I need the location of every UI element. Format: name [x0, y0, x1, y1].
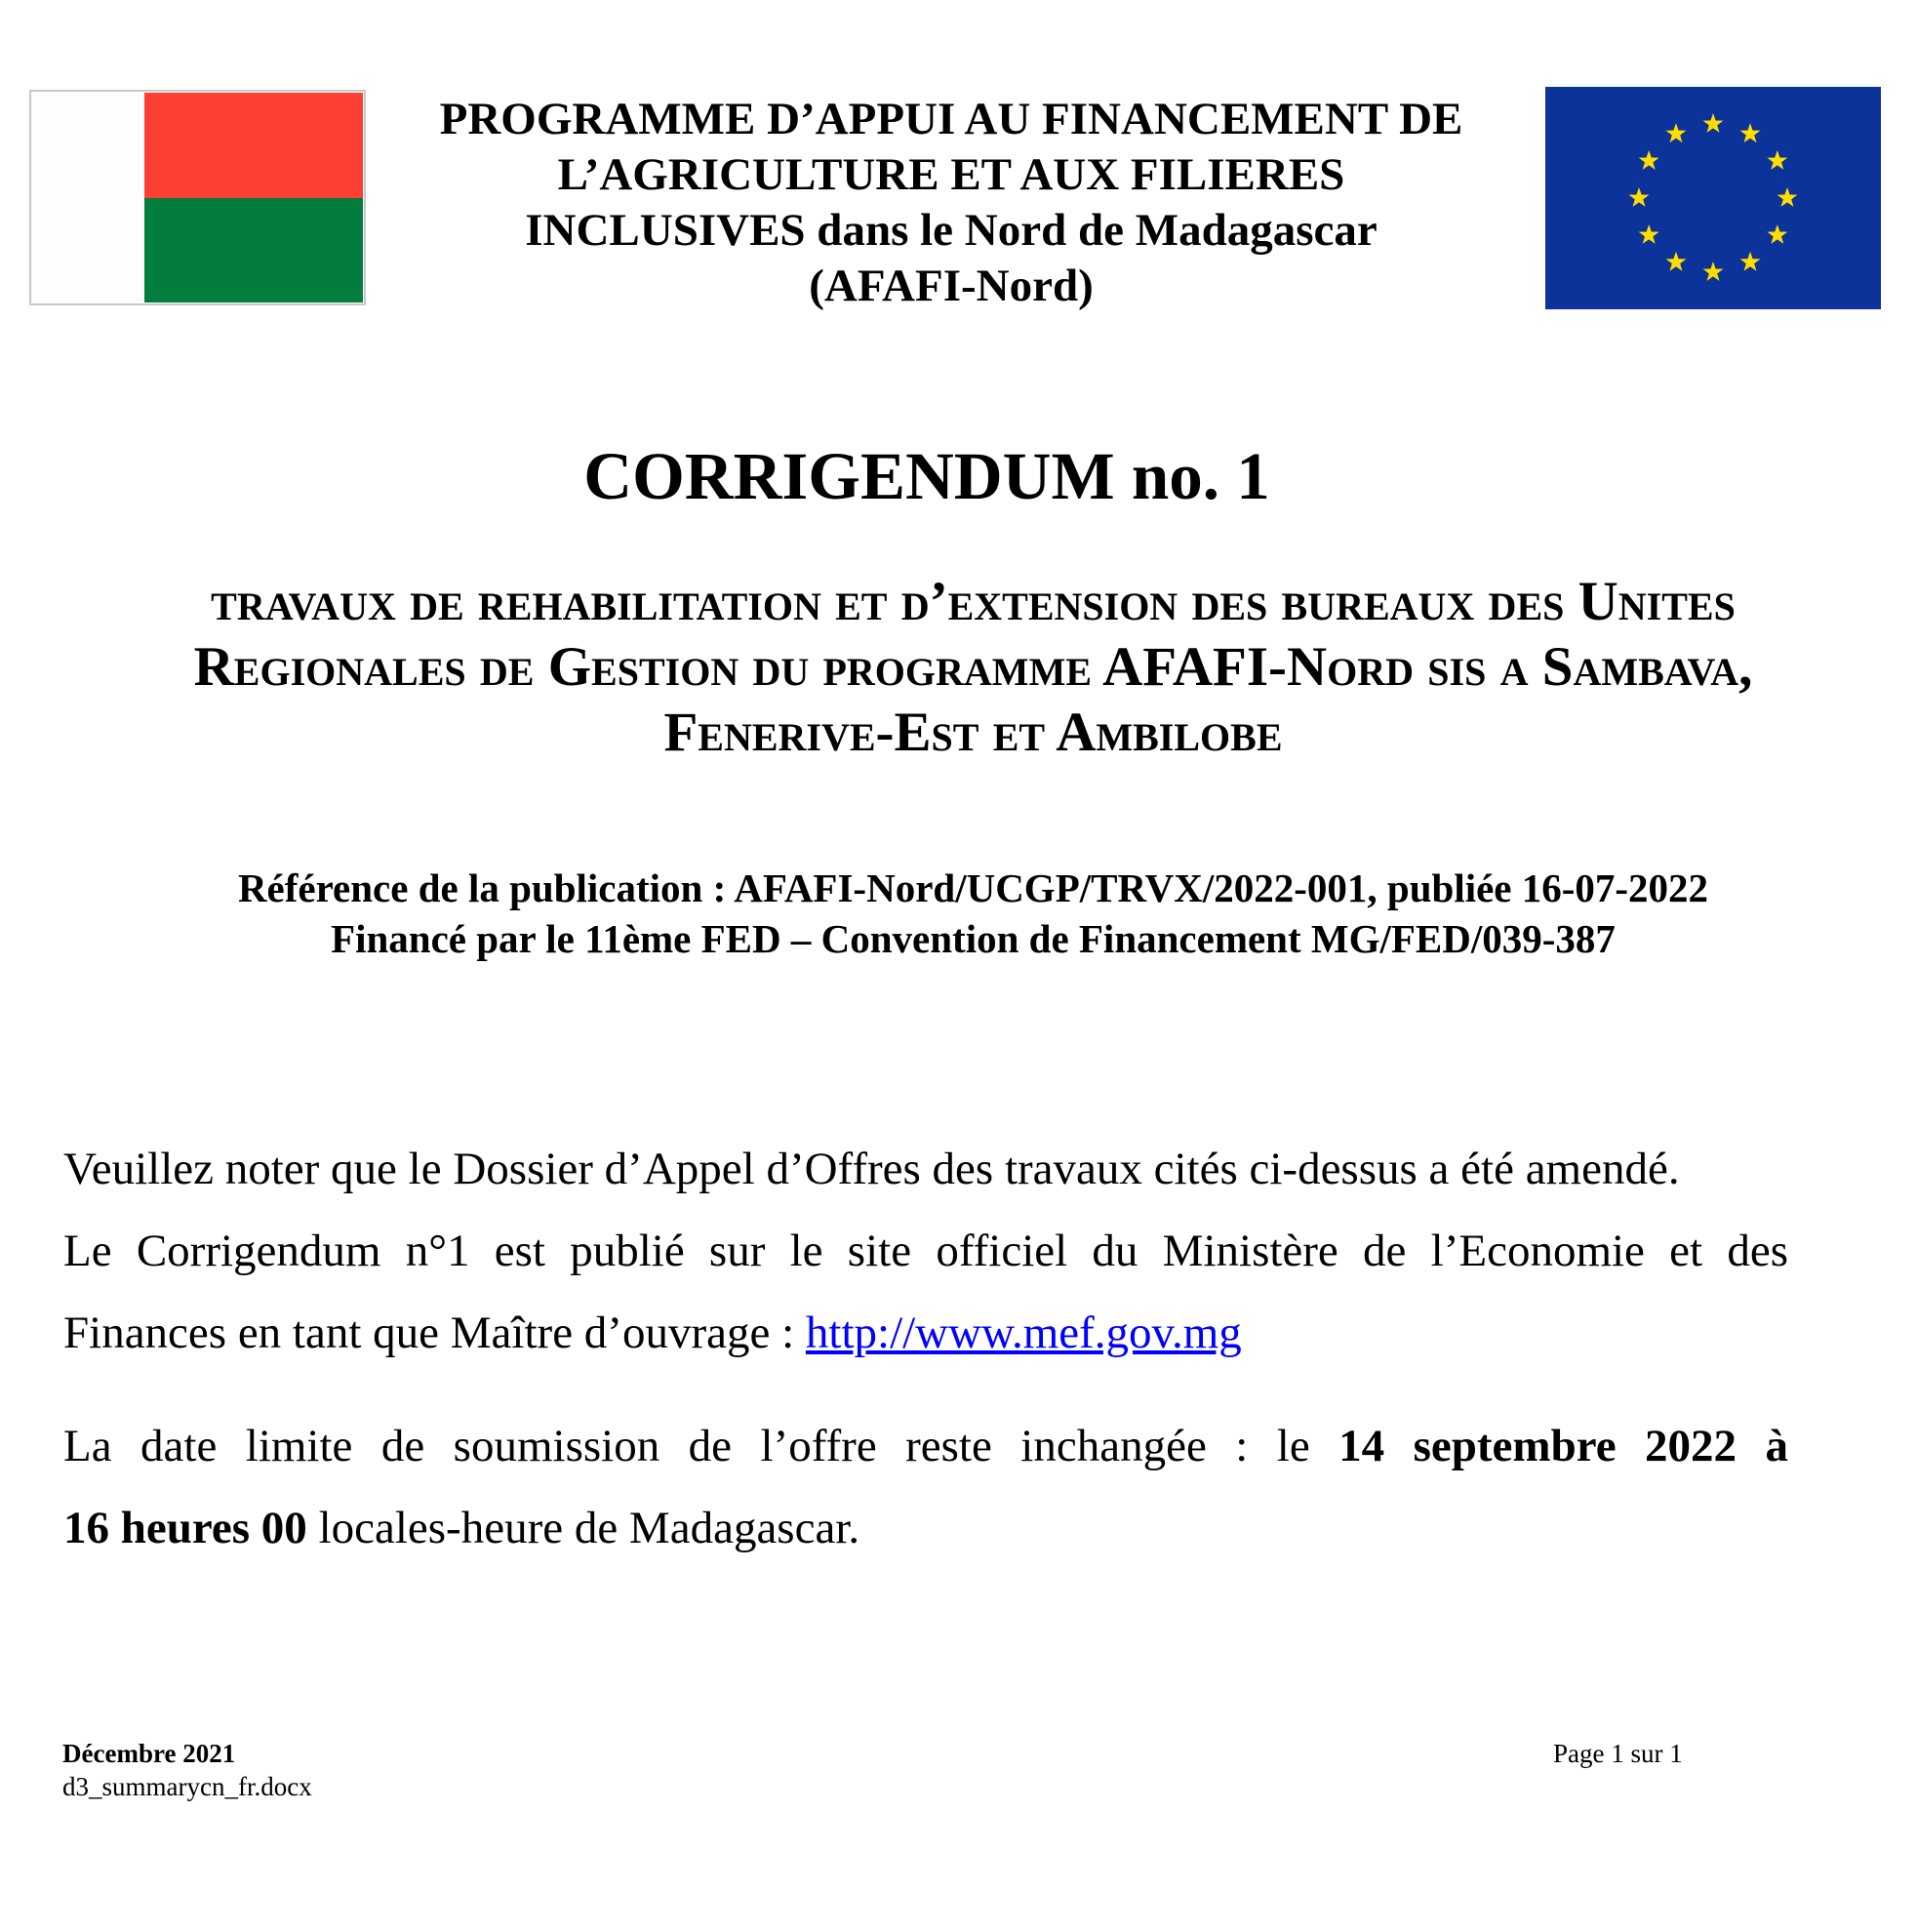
eu-star-icon	[1740, 123, 1761, 142]
header-line: L’AGRICULTURE ET AUX FILIERES	[557, 149, 1345, 200]
reference-line: Référence de la publication : AFAFI-Nord/UCGP/TRVX/2022-001, publiée 16-07-2022	[237, 865, 1709, 910]
deadline-date: 14 septembre 2022 à	[1338, 1421, 1788, 1471]
paragraph-text: La date limite de soumission de l’offre reste inchangée : le	[63, 1421, 1339, 1471]
eu-star-icon	[1767, 224, 1787, 244]
funding-line: Financé par le 11ème FED – Convention de Financement MG/FED/039-387	[331, 916, 1616, 961]
eu-stars-circle	[1545, 87, 1881, 309]
paragraph-publication-site	[63, 1210, 1788, 1374]
flag-green-band	[144, 198, 363, 302]
deadline-time: 16 heures 00	[63, 1503, 307, 1553]
footer-date: Décembre 2021	[62, 1739, 236, 1768]
eu-star-icon	[1703, 262, 1724, 281]
ministry-website-link[interactable]: http://www.mef.gov.mg	[805, 1308, 1242, 1358]
paragraph-deadline	[63, 1405, 1788, 1569]
paragraph-text-line	[63, 1487, 1788, 1569]
header-line: INCLUSIVES dans le Nord de Madagascar	[525, 205, 1378, 256]
paragraph-text: Le Corrigendum n°1 est publié sur le site officiel du Ministère de l’Economie et des	[63, 1226, 1788, 1276]
subtitle-line: Fenerive-Est et Ambilobe	[663, 702, 1283, 763]
european-union-flag-icon	[1545, 87, 1881, 309]
eu-star-icon	[1666, 123, 1687, 142]
paragraph-text-line	[63, 1405, 1788, 1487]
eu-star-icon	[1639, 150, 1659, 170]
publication-reference	[98, 863, 1849, 964]
flag-red-band	[144, 93, 363, 198]
eu-star-icon	[1639, 224, 1659, 244]
header-line: PROGRAMME D’APPUI AU FINANCEMENT DE	[439, 94, 1463, 144]
paragraph-text: locales-heure de Madagascar.	[306, 1503, 860, 1553]
eu-star-icon	[1777, 187, 1798, 207]
madagascar-flag-icon	[29, 90, 366, 305]
subtitle-line: Regionales de Gestion du programme AFAFI-Nord sis a Sambava,	[193, 636, 1753, 698]
subtitle-line: travaux de rehabilitation et d’extension des bureaux des Unites	[211, 571, 1736, 632]
document-title: CORRIGENDUM no. 1	[583, 439, 1270, 513]
eu-star-icon	[1666, 252, 1687, 271]
flag-white-band	[31, 92, 144, 303]
footer-left	[62, 1737, 312, 1803]
paragraph-text: Finances en tant que Maître d’ouvrage :	[63, 1308, 806, 1358]
footer-filename: d3_summarycn_fr.docx	[62, 1772, 312, 1801]
paragraph-text: Veuillez noter que le Dossier d’Appel d’Offres des travaux cités ci-dessus a été amendé.	[63, 1144, 1680, 1194]
document-subtitle	[98, 569, 1849, 765]
page-number: Page 1 sur 1	[1553, 1739, 1683, 1768]
eu-star-icon	[1740, 252, 1761, 271]
program-header	[390, 92, 1512, 314]
header-line: (AFAFI-Nord)	[809, 261, 1094, 311]
paragraph-amendment-notice	[63, 1128, 1788, 1210]
eu-star-icon	[1767, 150, 1787, 170]
body-text	[63, 1128, 1788, 1569]
eu-star-icon	[1629, 187, 1650, 207]
paragraph-text-line	[63, 1292, 1788, 1374]
eu-star-icon	[1703, 113, 1724, 133]
